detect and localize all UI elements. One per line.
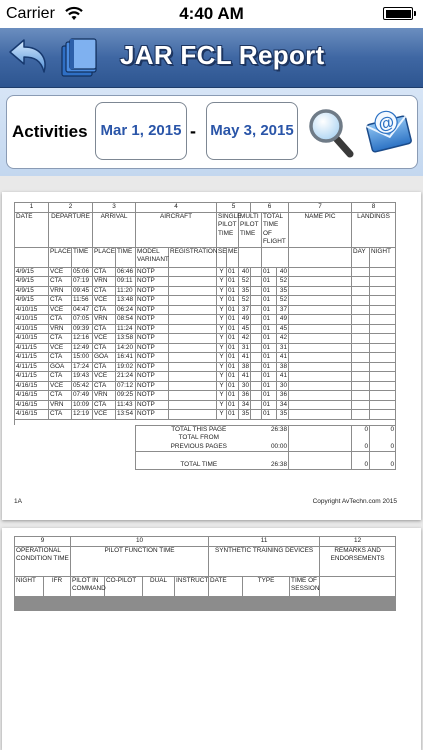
cell-mp: 42 — [239, 334, 251, 344]
page-id: 1A — [14, 498, 22, 505]
cell-dep-time: 05:06 — [72, 267, 93, 277]
cell-date: 4/10/15 — [15, 334, 49, 344]
cell-dep-place: VCE — [49, 381, 72, 391]
cell-arr-time: 11:20 — [116, 286, 136, 296]
cell-me: 01 — [227, 400, 239, 410]
cell-dep-place: VRN — [49, 324, 72, 334]
cell-date: 4/9/15 — [15, 286, 49, 296]
total-time-day: 0 — [352, 452, 370, 470]
cell-tt-h: 01 — [262, 305, 277, 315]
cell-me: 01 — [227, 343, 239, 353]
cell-tt-m: 41 — [277, 353, 289, 363]
cell-arr-place: VRN — [93, 315, 116, 325]
header-landings: LANDINGS — [352, 212, 396, 247]
cell-dep-time: 10:09 — [72, 400, 93, 410]
header-multi-pilot: MULTI PILOT TIME — [239, 212, 262, 247]
header-remarks: REMARKS AND ENDORSEMENTS — [320, 546, 396, 576]
cell-tt-h: 01 — [262, 324, 277, 334]
header-arrival: ARRIVAL — [93, 212, 136, 247]
cell-arr-place: VCE — [93, 296, 116, 306]
cell-dep-place: GOA — [49, 362, 72, 372]
subheader-pilot-in-command: PILOT IN COMMAND — [71, 576, 105, 596]
cell-dep-time: 17:24 — [72, 362, 93, 372]
cell-date: 4/10/15 — [15, 315, 49, 325]
subheader-co-pilot: CO-PILOT — [105, 576, 143, 596]
header-single-pilot: SINGLE PILOT TIME — [217, 212, 239, 247]
cell-tt-h: 01 — [262, 391, 277, 401]
cell-dep-place: CTA — [49, 391, 72, 401]
cell-dep-time: 19:43 — [72, 372, 93, 382]
cell-date: 4/16/15 — [15, 410, 49, 420]
table-row — [15, 267, 396, 277]
cell-se: Y — [217, 362, 227, 372]
cell-arr-place: VCE — [93, 334, 116, 344]
table-row — [15, 277, 396, 287]
cell-me: 01 — [227, 286, 239, 296]
cell-tt-m: 41 — [277, 372, 289, 382]
cell-mp: 52 — [239, 277, 251, 287]
total-previous-label-2: PREVIOUS PAGES — [136, 443, 262, 452]
cell-dep-time: 04:47 — [72, 305, 93, 315]
cell-se: Y — [217, 286, 227, 296]
subheader-instructor: INSTRUCT — [175, 576, 209, 596]
table-row — [15, 609, 396, 610]
col-number: 11 — [209, 537, 320, 547]
cell-dep-time: 11:56 — [72, 296, 93, 306]
subheader-day: DAY — [352, 247, 370, 267]
total-time-night: 0 — [370, 452, 396, 470]
table-row — [15, 315, 396, 325]
cell-tt-h: 01 — [262, 267, 277, 277]
cell-arr-place: CTA — [93, 343, 116, 353]
cell-arr-place: CTA — [93, 400, 116, 410]
cell-mp: 30 — [239, 381, 251, 391]
cell-dep-place: CTA — [49, 334, 72, 344]
subheader-time: TIME — [72, 247, 93, 267]
cell-arr-place: VRN — [93, 277, 116, 287]
table-row — [15, 400, 396, 410]
report-preview[interactable] — [0, 176, 423, 750]
cell-model: NOTP — [136, 277, 169, 287]
cell-date: 4/9/15 — [15, 296, 49, 306]
cell-dep-time: 12:16 — [72, 334, 93, 344]
cell-se: Y — [217, 334, 227, 344]
cell-dep-time: 15:00 — [72, 353, 93, 363]
total-time-value: 26:38 — [262, 452, 289, 470]
cell-arr-time: 14:20 — [116, 343, 136, 353]
cell-tt-m: 37 — [277, 305, 289, 315]
table-row — [15, 353, 396, 363]
col-number: 12 — [320, 537, 396, 547]
header-date: DATE — [15, 212, 49, 247]
cell-model: NOTP — [136, 343, 169, 353]
search-icon[interactable] — [307, 106, 355, 158]
cell-arr-time: 16:41 — [116, 353, 136, 363]
cell-tt-m: 30 — [277, 381, 289, 391]
header-aircraft: AIRCRAFT — [136, 212, 217, 247]
col-number: 9 — [15, 537, 71, 547]
cell-me: 01 — [227, 362, 239, 372]
cell-arr-time: 09:25 — [116, 391, 136, 401]
cell-tt-h: 01 — [262, 343, 277, 353]
cell-model: NOTP — [136, 305, 169, 315]
table-row — [15, 296, 396, 306]
table-row — [15, 305, 396, 315]
cell-me: 01 — [227, 391, 239, 401]
table-row — [15, 410, 396, 420]
cell-mp: 36 — [239, 391, 251, 401]
table-row — [15, 372, 396, 382]
subheader-night: NIGHT — [370, 247, 396, 267]
cell-date: 4/11/15 — [15, 362, 49, 372]
cell-model: NOTP — [136, 372, 169, 382]
cell-me: 01 — [227, 315, 239, 325]
cell-arr-place: CTA — [93, 324, 116, 334]
header-name-pic: NAME PIC — [289, 212, 352, 247]
cell-dep-time: 05:42 — [72, 381, 93, 391]
cell-mp: 40 — [239, 267, 251, 277]
total-previous-day: 0 — [352, 443, 370, 452]
cell-se: Y — [217, 343, 227, 353]
cell-tt-h: 01 — [262, 334, 277, 344]
cell-tt-m: 52 — [277, 296, 289, 306]
table-row — [15, 343, 396, 353]
status-bar — [0, 0, 423, 28]
cell-mp: 38 — [239, 362, 251, 372]
table-row — [15, 362, 396, 372]
col-number: 2 — [49, 203, 93, 213]
cell-tt-m: 38 — [277, 362, 289, 372]
from-date-button[interactable]: Mar 1, 2015 — [95, 102, 187, 160]
col-number: 8 — [352, 203, 396, 213]
cell-se: Y — [217, 391, 227, 401]
cell-tt-h: 01 — [262, 296, 277, 306]
total-previous-label-1: TOTAL FROM — [136, 434, 262, 443]
cell-arr-time: 11:43 — [116, 400, 136, 410]
cell-arr-place: CTA — [93, 305, 116, 315]
cell-dep-time: 09:39 — [72, 324, 93, 334]
col-number: 4 — [136, 203, 217, 213]
cell-dep-place: VCE — [49, 343, 72, 353]
cell-me: 01 — [227, 305, 239, 315]
cell-dep-place: VRN — [49, 400, 72, 410]
cell-date: 4/16/15 — [15, 381, 49, 391]
cell-date: 4/9/15 — [15, 267, 49, 277]
cell-dep-time: 07:49 — [72, 391, 93, 401]
cell-se: Y — [217, 400, 227, 410]
activities-label: Activities — [12, 122, 88, 141]
subheader-time-of-session: TIME OF SESSION — [290, 576, 320, 596]
cell-mp: 41 — [239, 372, 251, 382]
cell-tt-h: 01 — [262, 410, 277, 420]
flight-log-table — [14, 202, 396, 470]
report-page-left — [2, 192, 421, 520]
table-row — [15, 286, 396, 296]
subheader-type: TYPE — [243, 576, 290, 596]
cell-dep-place: CTA — [49, 353, 72, 363]
cell-tt-m: 40 — [277, 267, 289, 277]
total-this-page-time: 26:38 — [262, 425, 289, 434]
cell-date: 4/11/15 — [15, 353, 49, 363]
cell-model: NOTP — [136, 315, 169, 325]
cell-arr-time: 21:24 — [116, 372, 136, 382]
cell-mp: 34 — [239, 400, 251, 410]
filter-panel — [6, 95, 418, 169]
cell-tt-h: 01 — [262, 286, 277, 296]
cell-tt-m: 49 — [277, 315, 289, 325]
cell-arr-time: 13:58 — [116, 334, 136, 344]
cell-model: NOTP — [136, 391, 169, 401]
to-date-button[interactable]: May 3, 2015 — [206, 102, 298, 160]
cell-se: Y — [217, 353, 227, 363]
cell-mp: 52 — [239, 296, 251, 306]
cell-model: NOTP — [136, 400, 169, 410]
cell-me: 01 — [227, 277, 239, 287]
cell-dep-place: CTA — [49, 372, 72, 382]
subheader-registration: REGISTRATION — [169, 247, 217, 267]
pilot-function-table — [14, 536, 396, 611]
cell-mp: 35 — [239, 286, 251, 296]
page-title: JAR FCL Report — [120, 40, 325, 70]
cell-model: NOTP — [136, 353, 169, 363]
cell-model: NOTP — [136, 362, 169, 372]
cell-dep-place: CTA — [49, 277, 72, 287]
cell-arr-place: VRN — [93, 391, 116, 401]
table-row — [15, 391, 396, 401]
total-this-page-label: TOTAL THIS PAGE — [136, 425, 262, 434]
subheader-date: DATE — [209, 576, 243, 596]
col-number: 6 — [251, 203, 289, 213]
cell-tt-m: 42 — [277, 334, 289, 344]
cell-tt-m: 36 — [277, 391, 289, 401]
header-operational-condition: OPERATIONAL CONDITION TIME — [15, 546, 71, 576]
cell-mp: 35 — [239, 410, 251, 420]
cell-me: 01 — [227, 410, 239, 420]
col-number: 1 — [15, 203, 49, 213]
cell-tt-m: 34 — [277, 400, 289, 410]
subheader-se: SE — [217, 247, 227, 267]
col-number: 3 — [93, 203, 136, 213]
carrier-label: Carrier — [6, 5, 55, 22]
table-row — [15, 381, 396, 391]
cell-arr-place: CTA — [93, 381, 116, 391]
cell-arr-place: CTA — [93, 267, 116, 277]
cell-se: Y — [217, 315, 227, 325]
col-number: 5 — [217, 203, 251, 213]
header-total-time: TOTAL TIME OF FLIGHT — [262, 212, 289, 247]
cell-dep-time: 07:05 — [72, 315, 93, 325]
cell-dep-time: 12:49 — [72, 343, 93, 353]
subheader-night: NIGHT — [15, 576, 44, 596]
title-bar — [0, 28, 423, 88]
total-this-page-day: 0 — [352, 425, 370, 434]
cell-arr-time: 07:12 — [116, 381, 136, 391]
cell-arr-time: 09:11 — [116, 277, 136, 287]
subheader-model: MODEL VARINANT — [136, 247, 169, 267]
date-separator: - — [190, 121, 196, 141]
cell-arr-time: 13:48 — [116, 296, 136, 306]
cell-se: Y — [217, 267, 227, 277]
cell-dep-time: 09:45 — [72, 286, 93, 296]
cell-tt-m: 35 — [277, 286, 289, 296]
battery-icon — [383, 7, 413, 20]
cell-date: 4/10/15 — [15, 305, 49, 315]
cell-arr-time: 06:24 — [116, 305, 136, 315]
cell-dep-time: 07:19 — [72, 277, 93, 287]
cell-tt-h: 01 — [262, 353, 277, 363]
cell-se: Y — [217, 296, 227, 306]
cell-arr-place: VCE — [93, 410, 116, 420]
cell-date: 4/9/15 — [15, 277, 49, 287]
cell-date: 4/10/15 — [15, 324, 49, 334]
cell-tt-h: 01 — [262, 315, 277, 325]
cell-me: 01 — [227, 372, 239, 382]
cell-model: NOTP — [136, 381, 169, 391]
cell-model: NOTP — [136, 267, 169, 277]
cell-dep-time: 12:19 — [72, 410, 93, 420]
cell-dep-place: VCE — [49, 305, 72, 315]
subheader-place: PLACE — [93, 247, 116, 267]
total-previous-night: 0 — [370, 443, 396, 452]
header-departure: DEPARTURE — [49, 212, 93, 247]
cell-arr-place: GOA — [93, 353, 116, 363]
cell-dep-place: VRN — [49, 286, 72, 296]
cell-me: 01 — [227, 267, 239, 277]
header-pilot-function: PILOT FUNCTION TIME — [71, 546, 209, 576]
cell-arr-time: 13:54 — [116, 410, 136, 420]
cell-tt-m: 52 — [277, 277, 289, 287]
email-icon[interactable] — [363, 104, 415, 160]
total-time-label: TOTAL TIME — [136, 452, 262, 470]
cell-se: Y — [217, 410, 227, 420]
cell-tt-h: 01 — [262, 362, 277, 372]
clock: 4:40 AM — [179, 4, 244, 23]
col-number: 10 — [71, 537, 209, 547]
cell-tt-h: 01 — [262, 400, 277, 410]
cell-dep-place: CTA — [49, 410, 72, 420]
table-row — [15, 334, 396, 344]
total-previous-time: 00:00 — [262, 443, 289, 452]
cell-arr-place: VCE — [93, 372, 116, 382]
subheader-time: TIME — [116, 247, 136, 267]
cell-arr-place: CTA — [93, 286, 116, 296]
cell-se: Y — [217, 324, 227, 334]
total-this-page-night: 0 — [370, 425, 396, 434]
cell-arr-time: 19:02 — [116, 362, 136, 372]
cell-me: 01 — [227, 324, 239, 334]
back-arrow-icon[interactable] — [8, 36, 52, 80]
cell-tt-m: 45 — [277, 324, 289, 334]
cell-model: NOTP — [136, 286, 169, 296]
table-row — [15, 324, 396, 334]
cell-mp: 37 — [239, 305, 251, 315]
logbook-icon[interactable] — [58, 36, 100, 80]
header-synthetic-training: SYNTHETIC TRAINING DEVICES — [209, 546, 320, 576]
cell-model: NOTP — [136, 324, 169, 334]
cell-mp: 45 — [239, 324, 251, 334]
cell-tt-m: 35 — [277, 410, 289, 420]
cell-se: Y — [217, 277, 227, 287]
cell-se: Y — [217, 305, 227, 315]
cell-model: NOTP — [136, 296, 169, 306]
cell-tt-h: 01 — [262, 381, 277, 391]
cell-arr-time: 11:24 — [116, 324, 136, 334]
subheader-dual: DUAL — [143, 576, 175, 596]
report-page-right — [2, 528, 421, 750]
cell-tt-m: 31 — [277, 343, 289, 353]
cell-mp: 31 — [239, 343, 251, 353]
copyright-text: Copyright AvTechn.com 2015 — [312, 498, 397, 505]
cell-arr-place: CTA — [93, 362, 116, 372]
subheader-place: PLACE — [49, 247, 72, 267]
subheader-me: ME — [227, 247, 239, 267]
cell-mp: 49 — [239, 315, 251, 325]
cell-me: 01 — [227, 381, 239, 391]
cell-me: 01 — [227, 334, 239, 344]
cell-date: 4/11/15 — [15, 372, 49, 382]
cell-arr-time: 08:54 — [116, 315, 136, 325]
cell-se: Y — [217, 381, 227, 391]
cell-dep-place: CTA — [49, 296, 72, 306]
cell-me: 01 — [227, 353, 239, 363]
cell-model: NOTP — [136, 334, 169, 344]
cell-dep-place: VCE — [49, 267, 72, 277]
cell-me: 01 — [227, 296, 239, 306]
svg-text:@: @ — [376, 113, 397, 134]
cell-mp: 41 — [239, 353, 251, 363]
cell-tt-h: 01 — [262, 277, 277, 287]
subheader-ifr: IFR — [44, 576, 71, 596]
cell-tt-h: 01 — [262, 372, 277, 382]
cell-date: 4/11/15 — [15, 343, 49, 353]
cell-date: 4/16/15 — [15, 400, 49, 410]
cell-arr-time: 06:46 — [116, 267, 136, 277]
cell-model: NOTP — [136, 410, 169, 420]
cell-date: 4/16/15 — [15, 391, 49, 401]
col-number: 7 — [289, 203, 352, 213]
cell-se: Y — [217, 372, 227, 382]
filter-bar — [0, 88, 423, 176]
cell-dep-place: CTA — [49, 315, 72, 325]
